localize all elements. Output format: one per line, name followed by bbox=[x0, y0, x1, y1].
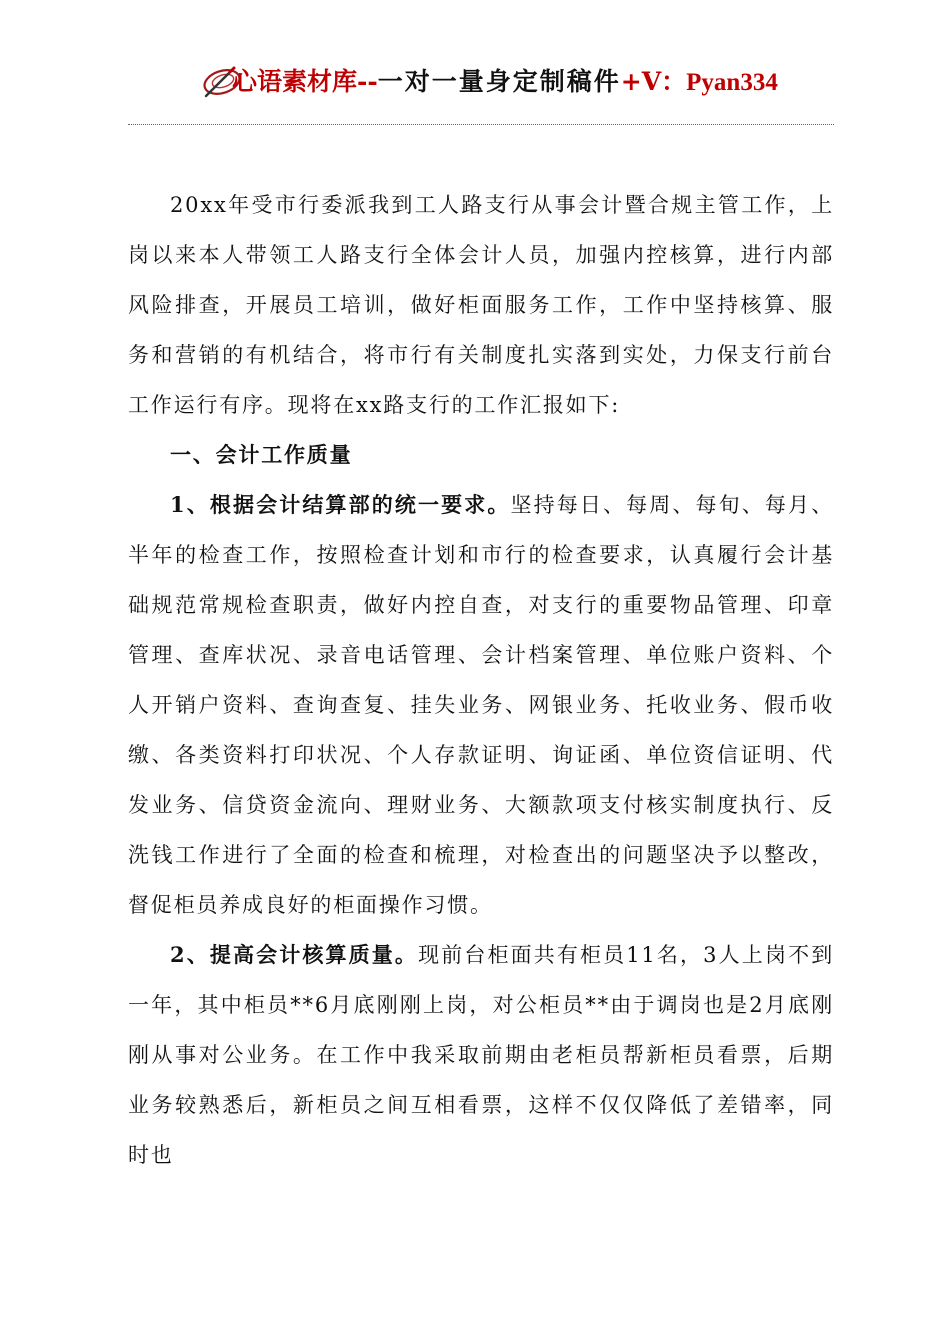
item-1-title: 1、根据会计结算部的统一要求。 bbox=[170, 492, 511, 517]
intro-paragraph: 20xx年受市行委派我到工人路支行从事会计暨合规主管工作，上岗以来本人带领工人路支行全体会计人员，加强内控核算，进行内部风险排查，开展员工培训，做好柜面服务工作，工作中坚持核算、服务和营销的有机结合，将市行有关制度扎实落到实处，力保支行前台工作运行有序。现将在xx路支行的工作汇报如下: bbox=[128, 193, 834, 417]
custom-service-text: 一对一量身定制稿件 bbox=[377, 67, 621, 96]
section-heading-accounting-quality: 一、会计工作质量 bbox=[170, 442, 353, 467]
item-2-title: 2、提高会计核算质量。 bbox=[170, 942, 419, 967]
item-2-text: 现前台柜面共有柜员11名，3人上岗不到一年，其中柜员**6月底刚刚上岗，对公柜员**由于调岗也是2月底刚刚从事对公业务。在工作中我采取前期由老柜员帮新柜员看票，后期业务较熟悉后，新柜员之间互相看票，这样不仅仅降低了差错率，同时也 bbox=[128, 943, 835, 1167]
header-title bbox=[232, 66, 778, 99]
item-1-text: 坚持每日、每周、每旬、每月、半年的检查工作，按照检查计划和市行的检查要求，认真履行会计基础规范常规检查职责，做好内控自查，对支行的重要物品管理、印章管理、查库状况、录音电话管理、会计档案管理、单位账户资料、个人开销户资料、查询查复、挂失业务、网银业务、托收业务、假币收缴、各类资料打印状况、个人存款证明、询证函、单位资信证明、代发业务、信贷资金流向、理财业务、大额款项支付核实制度执行、反洗钱工作进行了全面的检查和梳理，对检查出的问题坚决予以整改，督促柜员养成良好的柜面操作习惯。 bbox=[128, 493, 834, 917]
item-1-paragraph bbox=[128, 480, 834, 930]
header-dash: -- bbox=[357, 67, 378, 96]
contact-prefix: +V： bbox=[620, 67, 687, 96]
page-header bbox=[0, 58, 950, 108]
header-divider bbox=[128, 124, 834, 125]
contact-id: Pyan334 bbox=[686, 69, 778, 96]
item-2-paragraph bbox=[128, 930, 834, 1180]
brand-name: 心语素材库 bbox=[232, 67, 358, 96]
document-body bbox=[128, 180, 834, 1180]
